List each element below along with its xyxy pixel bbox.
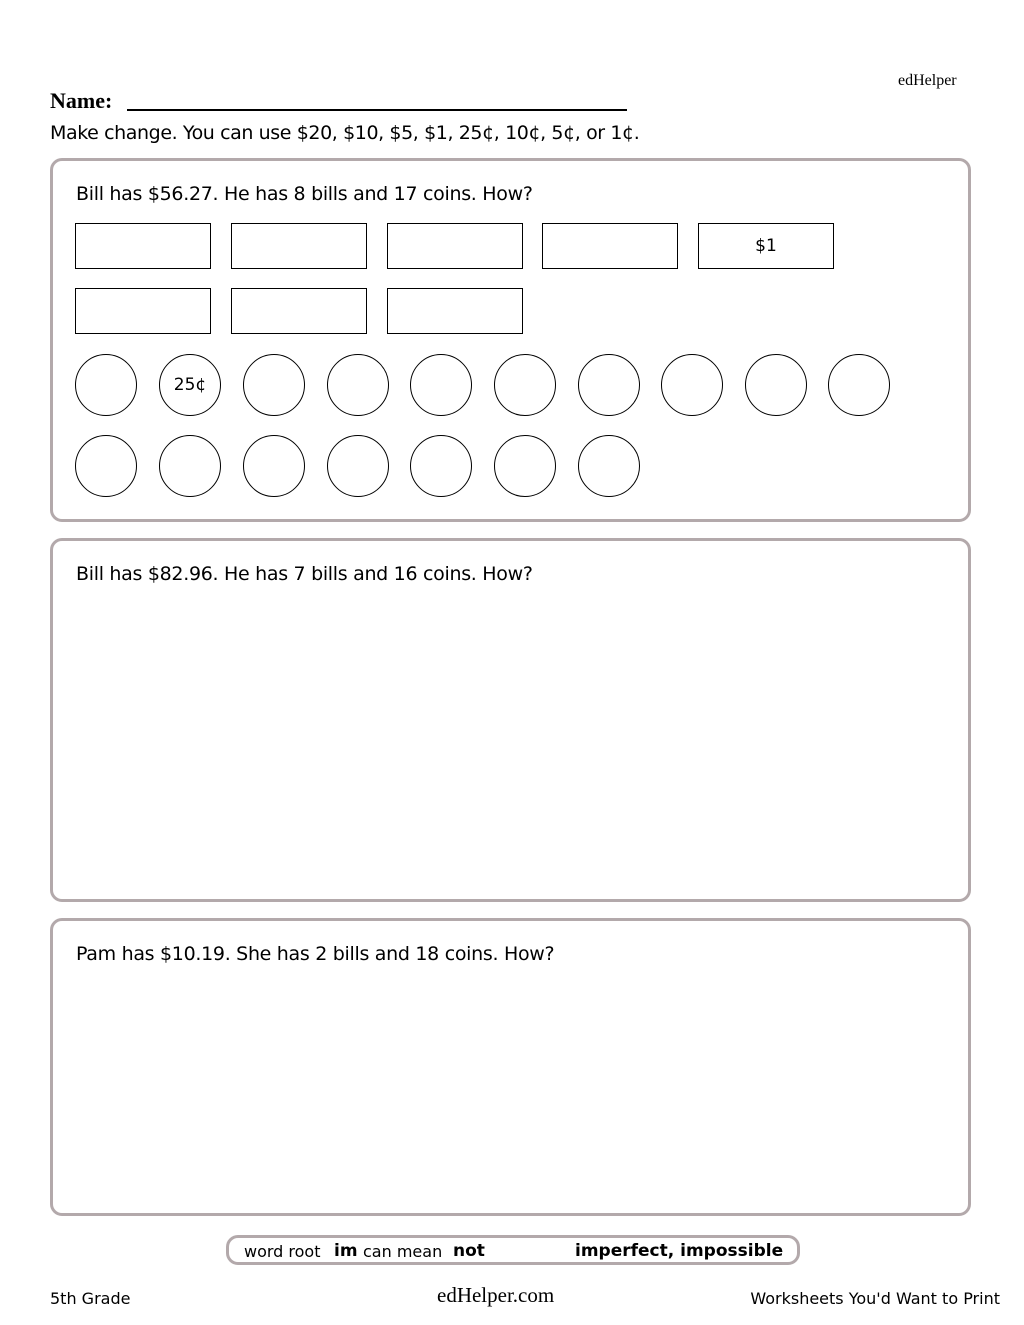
bill-slot[interactable]	[387, 288, 523, 334]
coin-slot[interactable]	[494, 354, 556, 416]
tagline: Worksheets You'd Want to Print	[750, 1289, 1000, 1308]
grade-label: 5th Grade	[50, 1289, 131, 1308]
coin-slot[interactable]	[661, 354, 723, 416]
instructions: Make change. You can use $20, $10, $5, $1, 25¢, 10¢, 5¢, or 1¢.	[50, 122, 640, 144]
coin-slot[interactable]	[494, 435, 556, 497]
word-root-prefix: word root	[244, 1242, 321, 1261]
coin-slot[interactable]	[75, 354, 137, 416]
problem-text: Pam has $10.19. She has 2 bills and 18 coins. How?	[76, 943, 555, 965]
coin-slot[interactable]	[327, 354, 389, 416]
site-link[interactable]: edHelper.com	[437, 1283, 555, 1307]
bill-slot[interactable]	[75, 223, 211, 269]
coin-slot[interactable]	[828, 354, 890, 416]
coin-slot[interactable]	[159, 435, 221, 497]
brand-label: edHelper	[898, 72, 957, 89]
coin-slot[interactable]	[578, 435, 640, 497]
problem-text: Bill has $56.27. He has 8 bills and 17 coins. How?	[76, 183, 533, 205]
name-input-line[interactable]	[127, 109, 627, 111]
word-root-examples: imperfect, impossible	[575, 1241, 784, 1261]
word-root-middle: can mean	[363, 1242, 443, 1261]
coin-slot[interactable]	[75, 435, 137, 497]
bill-slot[interactable]	[75, 288, 211, 334]
word-root-box	[226, 1235, 800, 1265]
coin-slot[interactable]	[243, 435, 305, 497]
bill-slot[interactable]: $1	[698, 223, 834, 269]
coin-slot[interactable]	[243, 354, 305, 416]
coin-slot[interactable]	[410, 435, 472, 497]
problem-box-3	[50, 918, 971, 1216]
bill-slot[interactable]	[231, 223, 367, 269]
coin-slot[interactable]	[578, 354, 640, 416]
coin-slot[interactable]	[410, 354, 472, 416]
word-root-meaning: not	[453, 1241, 485, 1261]
coin-slot[interactable]	[745, 354, 807, 416]
name-label: Name:	[50, 88, 113, 113]
problem-box-1	[50, 158, 971, 522]
bill-slot[interactable]	[231, 288, 367, 334]
coin-slot[interactable]: 25¢	[159, 354, 221, 416]
bill-slot[interactable]	[387, 223, 523, 269]
coin-slot[interactable]	[327, 435, 389, 497]
word-root: im	[334, 1241, 358, 1261]
bill-slot[interactable]	[542, 223, 678, 269]
problem-box-2	[50, 538, 971, 902]
problem-text: Bill has $82.96. He has 7 bills and 16 coins. How?	[76, 563, 533, 585]
